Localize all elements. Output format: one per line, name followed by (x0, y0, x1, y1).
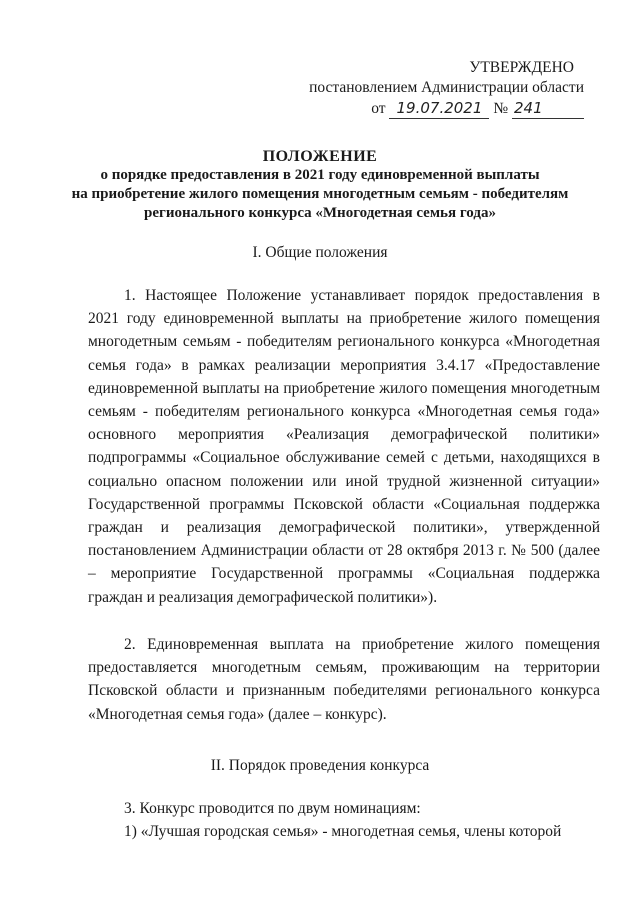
approved-label: УТВЕРЖДЕНО (469, 59, 574, 76)
date-prefix: от (371, 100, 386, 117)
date-number-line (309, 98, 584, 119)
paragraph-1: 1. Настоящее Положение устанавливает порядок предоставления в 2021 году единовременной выплаты на приобретение жилого помещения многодетным семьям - победителям регионального конкурса «Многодетная семья года» в рамках реализации мероприятия 3.4.17 «Предоставление единовременной выплаты на приобретение жилого помещения многодетным семьям - победителям регионального конкурса «Многодетная семья года» основного мероприятия «Реализация демографической политики» подпрограммы «Социальное обслуживание семей с детьми, находящихся в социально опасном положении или иной трудной жизненной ситуации» Государственной программы Псковской области «Социальная поддержка граждан и реализация демографической политики», утвержденной постановлением Администрации области от 28 октября 2013 г. № 500 (далее – мероприятие Государственной программы «Социальная поддержка граждан и реализация демографической политики»). (88, 287, 600, 606)
title-line-1: о порядке предоставления в 2021 году единовременной выплаты (100, 167, 540, 183)
title-line-3: регионального конкурса «Многодетная семья года» (144, 205, 496, 221)
paragraph-4: 1) «Лучшая городская семья» - многодетная семья, члены которой (124, 823, 562, 840)
title-main: ПОЛОЖЕНИЕ (262, 148, 378, 165)
handwritten-date: 19.07.2021 (389, 98, 489, 119)
approval-block (309, 58, 584, 119)
section-heading-1: I. Общие положения (252, 244, 388, 261)
title-line-2: на приобретение жилого помещения многодетным семьям - победителям (71, 186, 569, 202)
number-prefix: № (493, 100, 509, 117)
resolution-label: постановлением Администрации области (309, 79, 584, 96)
paragraph-2: 2. Единовременная выплата на приобретение жилого помещения предоставляется многодетным семьям, проживающим на территории Псковской области и признанным победителями регионального конкурса «Многодетная семья года» (далее – конкурс). (88, 636, 600, 723)
paragraph-3: 3. Конкурс проводится по двум номинациям: (124, 800, 421, 817)
document-title (0, 147, 640, 223)
section-heading-2: II. Порядок проведения конкурса (210, 757, 430, 774)
handwritten-number: 241 (512, 98, 584, 119)
